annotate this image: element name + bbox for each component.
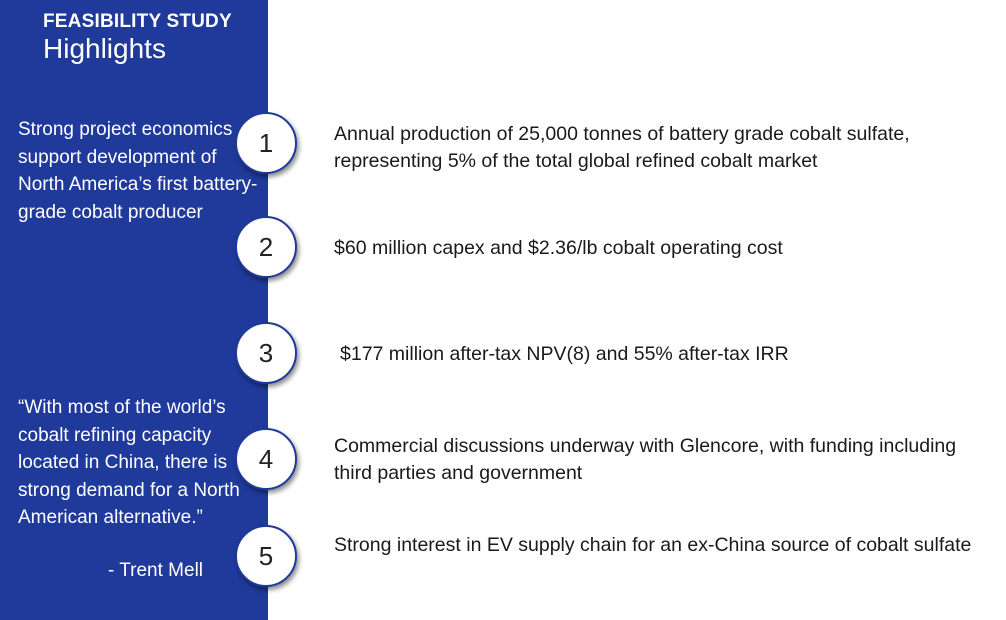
highlight-number-5: 5 <box>235 525 297 587</box>
summary-text: Strong project economics support development of North America’s first battery-grade cobalt producer <box>18 119 258 223</box>
quote-text: “With most of the world’s cobalt refining capacity located in China, there is strong demand for a North American alternative.” <box>18 397 240 528</box>
highlight-text-2: $60 million capex and $2.36/lb cobalt operating cost <box>334 237 783 259</box>
highlight-text-5: Strong interest in EV supply chain for an ex-China source of cobalt sulfate <box>334 534 972 556</box>
quote-attribution: - Trent Mell <box>108 560 204 581</box>
section-kicker: FEASIBILITY STUDY <box>43 11 232 32</box>
highlight-text-3: $177 million after-tax NPV(8) and 55% after-tax IRR <box>340 343 789 365</box>
highlight-number-3: 3 <box>235 322 297 384</box>
highlight-text-4: Commercial discussions underway with Glencore, with funding including third parties and government <box>334 435 957 484</box>
highlight-number-4: 4 <box>235 428 297 490</box>
highlight-number-1: 1 <box>235 112 297 174</box>
highlight-number-2: 2 <box>235 216 297 278</box>
highlight-text-1: Annual production of 25,000 tonnes of battery grade cobalt sulfate, representing 5% of the total global refined cobalt market <box>334 123 910 172</box>
page-title: Highlights <box>43 33 166 64</box>
